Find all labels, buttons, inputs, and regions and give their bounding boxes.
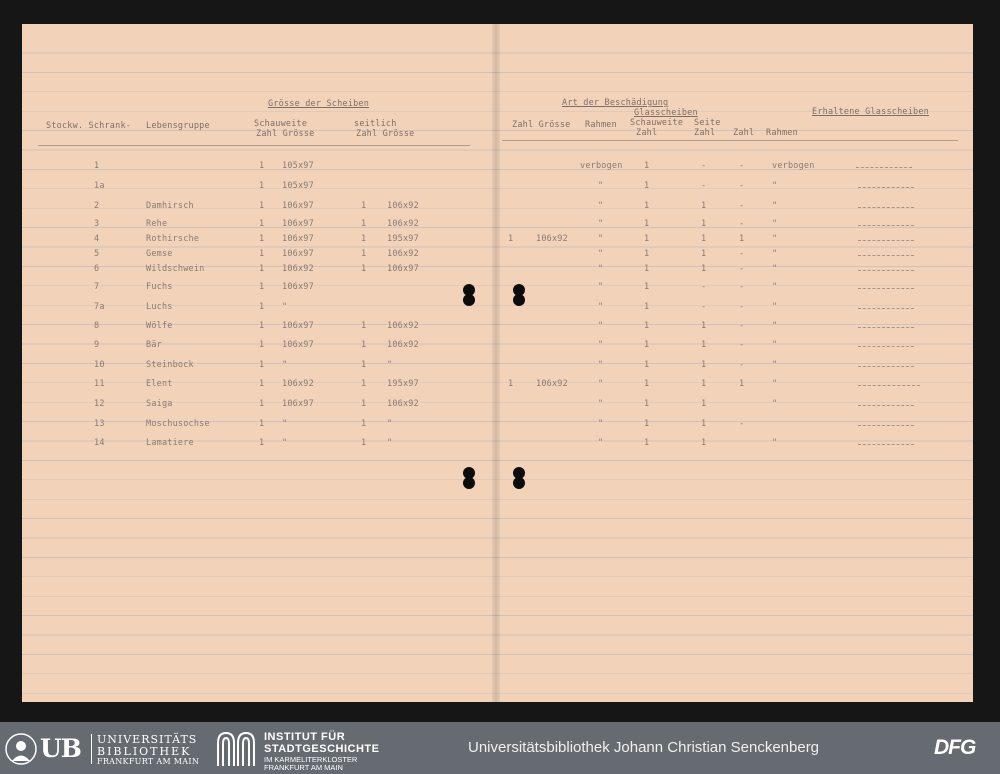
cell-glas-schau: 1 xyxy=(644,399,650,409)
cell-schau-zahl: 1 xyxy=(259,249,265,259)
cell-schau-zahl: 1 xyxy=(259,201,265,211)
cell-glas-zahl: - xyxy=(739,321,745,331)
cell-glas-rahmen: " xyxy=(772,219,778,229)
cell-glas-seite: 1 xyxy=(701,321,707,331)
cell-glas-seite: 1 xyxy=(701,360,707,370)
cell-glas-rahmen: " xyxy=(772,201,778,211)
page-fold xyxy=(492,24,500,702)
col-seite-header: Seite xyxy=(694,118,721,128)
cell-lebensgruppe: Gemse xyxy=(146,249,173,259)
cell-glas-rahmen: " xyxy=(772,321,778,331)
cell-nr: 7 xyxy=(94,282,100,292)
cell-glas-zahl: - xyxy=(739,201,745,211)
cell-schau-zahl: 1 xyxy=(259,302,265,312)
cell-schau-zahl: 1 xyxy=(259,161,265,171)
cell-glas-rahmen: " xyxy=(772,438,778,448)
footer-bar xyxy=(0,722,1000,774)
glass-subheader: Glasscheiben xyxy=(634,108,698,118)
cell-bes-rahmen: " xyxy=(598,360,604,370)
col-schauweite-sub: Zahl Grösse xyxy=(256,129,315,139)
cell-glas-seite: 1 xyxy=(701,234,707,244)
cell-glas-rahmen: " xyxy=(772,399,778,409)
isg-line4: FRANKFURT AM MAIN xyxy=(264,763,343,772)
cell-glas-zahl: - xyxy=(739,419,745,429)
cell-glas-zahl: - xyxy=(739,219,745,229)
cell-seit-groesse: 195x97 xyxy=(387,379,419,389)
col-sw2-zahl: Zahl xyxy=(636,128,658,138)
cell-schau-zahl: 1 xyxy=(259,234,265,244)
cell-glas-schau: 1 xyxy=(644,438,650,448)
cell-bes-rahmen: " xyxy=(598,201,604,211)
cell-glas-schau: 1 xyxy=(644,264,650,274)
cell-bes-rahmen: " xyxy=(598,264,604,274)
cell-nr: 5 xyxy=(94,249,100,259)
cell-glas-rahmen: " xyxy=(772,340,778,350)
cell-glas-seite: 1 xyxy=(701,249,707,259)
cell-schau-zahl: 1 xyxy=(259,181,265,191)
cell-seit-zahl: 1 xyxy=(361,264,367,274)
cell-seit-zahl: 1 xyxy=(361,399,367,409)
cell-bes-zahl: 1 xyxy=(508,379,514,389)
cell-seit-groesse: 106x92 xyxy=(387,399,419,409)
cell-glas-seite: 1 xyxy=(701,399,707,409)
cell-glas-zahl: - xyxy=(739,161,745,171)
header-rule-left xyxy=(38,145,470,146)
cell-lebensgruppe: Steinbock xyxy=(146,360,194,370)
cell-schau-zahl: 1 xyxy=(259,419,265,429)
cell-bes-rahmen: " xyxy=(598,340,604,350)
col-schauweite-header: Schauweite xyxy=(254,119,308,129)
cell-bes-rahmen: " xyxy=(598,234,604,244)
cell-glas-zahl: - xyxy=(739,340,745,350)
cell-schau-zahl: 1 xyxy=(259,340,265,350)
col-stock-header: Stockw. Schrank- xyxy=(46,121,132,131)
cell-lebensgruppe: Rothirsche xyxy=(146,234,200,244)
cell-glas-schau: 1 xyxy=(644,340,650,350)
punch-hole xyxy=(513,467,525,492)
cell-schau-groesse: 106x97 xyxy=(282,219,314,229)
dfg-logo: DFG xyxy=(934,736,976,759)
cell-lebensgruppe: Fuchs xyxy=(146,282,173,292)
col-zahl2-header: Zahl xyxy=(733,128,755,138)
cell-glas-rahmen: " xyxy=(772,181,778,191)
cell-nr: 1 xyxy=(94,161,100,171)
isg-line3: IM KARMELITERKLOSTER xyxy=(264,755,358,764)
cell-bes-rahmen: " xyxy=(598,181,604,191)
cell-schau-groesse: 106x97 xyxy=(282,340,314,350)
cell-seit-zahl: 1 xyxy=(361,419,367,429)
header-rule-right xyxy=(502,140,958,141)
cell-glas-seite: 1 xyxy=(701,419,707,429)
cell-lebensgruppe: Damhirsch xyxy=(146,201,194,211)
cell-schau-groesse: " xyxy=(282,419,288,429)
cell-nr: 7a xyxy=(94,302,105,312)
cell-schau-zahl: 1 xyxy=(259,379,265,389)
cell-glas-schau: 1 xyxy=(644,321,650,331)
ub-line3: FRANKFURT AM MAIN xyxy=(97,757,200,766)
intact-dash xyxy=(858,288,914,290)
cell-lebensgruppe: Bär xyxy=(146,340,162,350)
cell-bes-groesse: 106x92 xyxy=(536,379,568,389)
cell-seit-groesse: " xyxy=(387,419,393,429)
cell-schau-groesse: " xyxy=(282,360,288,370)
cell-glas-rahmen: verbogen xyxy=(772,161,815,171)
cell-seit-zahl: 1 xyxy=(361,201,367,211)
cell-schau-groesse: 106x97 xyxy=(282,201,314,211)
cell-glas-schau: 1 xyxy=(644,234,650,244)
cell-seit-groesse: 106x92 xyxy=(387,219,419,229)
intact-dash xyxy=(858,444,914,446)
cell-nr: 2 xyxy=(94,201,100,211)
cell-schau-groesse: 105x97 xyxy=(282,181,314,191)
cell-nr: 12 xyxy=(94,399,105,409)
cell-bes-groesse: 106x92 xyxy=(536,234,568,244)
cell-glas-seite: 1 xyxy=(701,379,707,389)
group-intact-header: Erhaltene Glasscheiben xyxy=(812,107,929,117)
cell-glas-schau: 1 xyxy=(644,219,650,229)
cell-nr: 13 xyxy=(94,419,105,429)
cell-glas-seite: 1 xyxy=(701,340,707,350)
group-damage-header: Art der Beschädigung xyxy=(562,98,669,108)
punch-hole xyxy=(463,467,475,492)
cell-glas-rahmen: " xyxy=(772,302,778,312)
cell-bes-rahmen: " xyxy=(598,379,604,389)
cell-bes-rahmen: " xyxy=(598,399,604,409)
cell-seit-zahl: 1 xyxy=(361,379,367,389)
cell-bes-rahmen: " xyxy=(598,321,604,331)
intact-dash xyxy=(858,366,914,368)
cell-seit-groesse: 106x92 xyxy=(387,340,419,350)
cell-seit-groesse: " xyxy=(387,438,393,448)
cell-schau-groesse: 105x97 xyxy=(282,161,314,171)
cell-schau-groesse: 106x97 xyxy=(282,282,314,292)
cell-lebensgruppe: Saiga xyxy=(146,399,173,409)
cell-bes-rahmen: " xyxy=(598,282,604,292)
cell-bes-rahmen: " xyxy=(598,438,604,448)
cell-schau-groesse: 106x97 xyxy=(282,321,314,331)
cell-schau-zahl: 1 xyxy=(259,360,265,370)
cell-glas-rahmen: " xyxy=(772,282,778,292)
cell-glas-schau: 1 xyxy=(644,282,650,292)
cell-nr: 11 xyxy=(94,379,105,389)
cell-schau-groesse: 106x92 xyxy=(282,379,314,389)
cell-bes-rahmen: " xyxy=(598,219,604,229)
intact-dash xyxy=(858,405,914,407)
cell-schau-groesse: 106x97 xyxy=(282,234,314,244)
library-title: Universitätsbibliothek Johann Christian Senckenberg xyxy=(468,739,820,756)
col-seitlich-header: seitlich xyxy=(354,119,397,129)
cell-nr: 1a xyxy=(94,181,105,191)
cell-schau-zahl: 1 xyxy=(259,399,265,409)
col-sw2-header: Schauweite xyxy=(630,118,684,128)
intact-dash xyxy=(858,308,914,310)
cell-glas-seite: 1 xyxy=(701,201,707,211)
cell-schau-zahl: 1 xyxy=(259,282,265,292)
col-seitlich-sub: Zahl Grösse xyxy=(356,129,415,139)
cell-glas-rahmen: " xyxy=(772,234,778,244)
cell-glas-rahmen: " xyxy=(772,249,778,259)
ledger-sheet xyxy=(22,24,973,702)
intact-dash xyxy=(858,270,914,272)
cell-lebensgruppe: Rehe xyxy=(146,219,168,229)
cell-seit-zahl: 1 xyxy=(361,360,367,370)
cell-glas-schau: 1 xyxy=(644,161,650,171)
cell-glas-schau: 1 xyxy=(644,201,650,211)
cell-glas-seite: - xyxy=(701,282,707,292)
intact-dash xyxy=(858,327,914,329)
cell-nr: 10 xyxy=(94,360,105,370)
cell-lebensgruppe: Lamatiere xyxy=(146,438,194,448)
cell-seit-groesse: 106x97 xyxy=(387,264,419,274)
cell-glas-schau: 1 xyxy=(644,302,650,312)
cell-schau-zahl: 1 xyxy=(259,438,265,448)
cell-glas-seite: - xyxy=(701,181,707,191)
cell-glas-seite: 1 xyxy=(701,219,707,229)
intact-dash xyxy=(858,187,914,189)
intact-dash xyxy=(858,425,914,427)
col-seite-zahl: Zahl xyxy=(694,128,716,138)
intact-dash xyxy=(856,167,912,169)
cell-bes-rahmen: " xyxy=(598,419,604,429)
cell-nr: 8 xyxy=(94,321,100,331)
cell-schau-groesse: 106x97 xyxy=(282,399,314,409)
ub-emblem-icon xyxy=(4,732,38,766)
cell-lebensgruppe: Luchs xyxy=(146,302,173,312)
cell-lebensgruppe: Moschusochse xyxy=(146,419,210,429)
cell-glas-zahl: 1 xyxy=(739,234,745,244)
punch-hole xyxy=(513,284,525,309)
intact-dash xyxy=(858,346,914,348)
col-zahl-groesse-header: Zahl Grösse xyxy=(512,120,571,130)
cell-seit-groesse: 106x92 xyxy=(387,249,419,259)
ub-line2: BIBLIOTHEK xyxy=(97,745,192,758)
cell-schau-zahl: 1 xyxy=(259,264,265,274)
cell-seit-zahl: 1 xyxy=(361,438,367,448)
cell-bes-zahl: 1 xyxy=(508,234,514,244)
cell-glas-rahmen: " xyxy=(772,379,778,389)
cell-seit-zahl: 1 xyxy=(361,340,367,350)
cell-schau-groesse: " xyxy=(282,302,288,312)
cell-seit-groesse: 195x97 xyxy=(387,234,419,244)
cell-schau-groesse: 106x97 xyxy=(282,249,314,259)
ub-line1: UNIVERSITÄTS xyxy=(97,733,198,746)
cell-schau-zahl: 1 xyxy=(259,321,265,331)
cell-lebensgruppe: Wildschwein xyxy=(146,264,205,274)
cell-glas-schau: 1 xyxy=(644,181,650,191)
cell-nr: 9 xyxy=(94,340,100,350)
cell-seit-zahl: 1 xyxy=(361,249,367,259)
cell-schau-groesse: 106x92 xyxy=(282,264,314,274)
col-rahmen2-header: Rahmen xyxy=(766,128,798,138)
isg-line1: INSTITUT FÜR xyxy=(264,731,346,743)
intact-dash xyxy=(858,240,914,242)
cell-glas-zahl: - xyxy=(739,249,745,259)
cell-glas-rahmen: " xyxy=(772,360,778,370)
isg-arches-icon xyxy=(215,731,257,767)
cell-glas-schau: 1 xyxy=(644,379,650,389)
cell-seit-zahl: 1 xyxy=(361,321,367,331)
cell-seit-groesse: " xyxy=(387,360,393,370)
intact-dash xyxy=(858,225,914,227)
cell-glas-seite: - xyxy=(701,161,707,171)
ub-logo: UB xyxy=(40,734,81,763)
cell-glas-zahl: - xyxy=(739,360,745,370)
cell-seit-zahl: 1 xyxy=(361,219,367,229)
cell-lebensgruppe: Wölfe xyxy=(146,321,173,331)
cell-glas-zahl: - xyxy=(739,282,745,292)
group-size-header: Grösse der Scheiben xyxy=(268,99,370,109)
cell-glas-schau: 1 xyxy=(644,249,650,259)
cell-schau-groesse: " xyxy=(282,438,288,448)
cell-schau-zahl: 1 xyxy=(259,219,265,229)
cell-seit-groesse: 106x92 xyxy=(387,321,419,331)
cell-glas-seite: - xyxy=(701,302,707,312)
cell-bes-rahmen: verbogen xyxy=(580,161,623,171)
cell-glas-schau: 1 xyxy=(644,419,650,429)
intact-dash xyxy=(858,207,914,209)
cell-nr: 6 xyxy=(94,264,100,274)
cell-seit-zahl: 1 xyxy=(361,234,367,244)
col-leben-header: Lebensgruppe xyxy=(146,121,210,131)
cell-glas-zahl: 1 xyxy=(739,379,745,389)
cell-nr: 3 xyxy=(94,219,100,229)
intact-dash xyxy=(858,255,914,257)
punch-hole xyxy=(463,284,475,309)
cell-nr: 14 xyxy=(94,438,105,448)
cell-glas-zahl: - xyxy=(739,264,745,274)
col-rahmen-header: Rahmen xyxy=(585,120,617,130)
cell-glas-rahmen: " xyxy=(772,264,778,274)
cell-lebensgruppe: Elent xyxy=(146,379,173,389)
cell-glas-zahl: - xyxy=(739,302,745,312)
divider xyxy=(91,734,92,764)
cell-nr: 4 xyxy=(94,234,100,244)
isg-line2: STADTGESCHICHTE xyxy=(264,743,380,755)
cell-glas-seite: 1 xyxy=(701,264,707,274)
cell-glas-seite: 1 xyxy=(701,438,707,448)
cell-bes-rahmen: " xyxy=(598,302,604,312)
cell-glas-zahl: - xyxy=(739,181,745,191)
cell-seit-groesse: 106x92 xyxy=(387,201,419,211)
cell-bes-rahmen: " xyxy=(598,249,604,259)
cell-glas-schau: 1 xyxy=(644,360,650,370)
intact-dash xyxy=(858,385,920,387)
